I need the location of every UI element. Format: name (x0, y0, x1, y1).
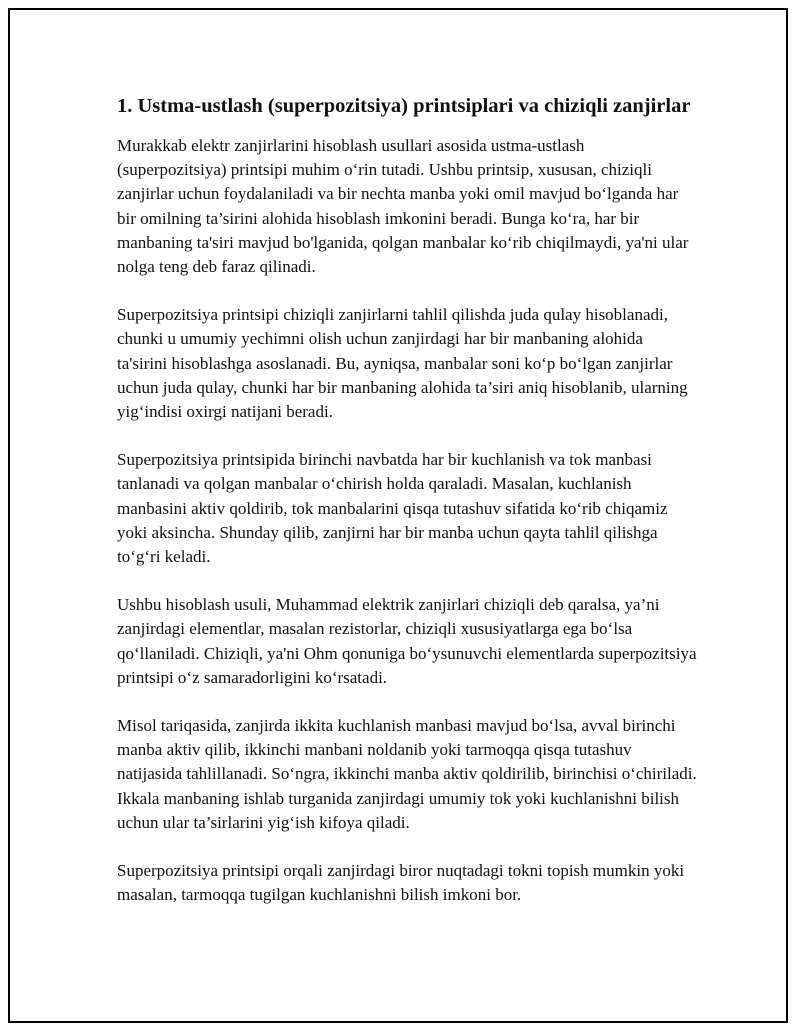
section-heading: 1. Ustma-ustlash (superpozitsiya) printsiplari va chiziqli zanjirlar (117, 95, 691, 117)
paragraph-4: Ushbu hisoblash usuli, Muhammad elektrik zanjirlari chiziqli deb qaralsa, ya’ni zanjirdagi elementlar, masalan rezistorlar, chiziqli xususiyatlarga ega bo‘lsa qo‘llaniladi. Chiziqli, ya'ni Ohm qonuniga bo‘ysunuvchi elementlarda superpozitsiya printsipi o‘z samaradorligini ko‘rsatadi. (117, 595, 697, 687)
paragraph-5: Misol tariqasida, zanjirda ikkita kuchlanish manbasi mavjud bo‘lsa, avval birinchi manba aktiv qilib, ikkinchi manbani noldanib yoki tarmoqqa qisqa tutashuv natijasida tahlillanadi. So‘ngra, ikkinchi manba aktiv qoldirilib, birinchisi o‘chiriladi. Ikkala manbaning ishlab turganida zanjirdagi umumiy tok yoki kuchlanishni bilish uchun ular ta’sirlarini yig‘ish kifoya qiladi. (117, 716, 697, 832)
paragraph-3: Superpozitsiya printsipida birinchi navbatda har bir kuchlanish va tok manbasi tanlanadi va qolgan manbalar o‘chirish holda qaraladi. Masalan, kuchlanish manbasini aktiv qoldirib, tok manbalarini qisqa tutashuv sifatida ko‘rib chiqamiz yoki aksincha. Shunday qilib, zanjirni har bir manba uchun qayta tahlil qilishga to‘g‘ri keladi. (117, 450, 668, 567)
paragraph-6: Superpozitsiya printsipi orqali zanjirdagi biror nuqtadagi tokni topish mumkin yoki masalan, tarmoqqa tugilgan kuchlanishni bilish imkoni bor. (117, 861, 685, 905)
document-body (117, 92, 697, 931)
paragraph-1: Murakkab elektr zanjirlarini hisoblash usullari asosida ustma-ustlash (superpozitsiya) printsipi muhim o‘rin tutadi. Ushbu printsip, xususan, chiziqli zanjirlar uchun foydalaniladi va bir nechta manba yoki omil mavjud bo‘lganda har bir omilning ta’sirini alohida hisoblash imkonini beradi. Bunga ko‘ra, har bir manbaning ta'siri mavjud bo'lganida, qolgan manbalar ko‘rib chiqilmaydi, ya'ni ular nolga teng deb faraz qilinadi. (117, 136, 689, 277)
paragraph-2: Superpozitsiya printsipi chiziqli zanjirlarni tahlil qilishda juda qulay hisoblanadi, chunki u umumiy yechimni olish uchun zanjirdagi har bir manbaning alohida ta'sirini hisoblashga asoslanadi. Bu, ayniqsa, manbalar soni ko‘p bo‘lgan zanjirlar uchun juda qulay, chunki har bir manbaning alohida ta’siri aniq hisoblanib, ularning yig‘indisi oxirgi natijani beradi. (117, 305, 688, 422)
